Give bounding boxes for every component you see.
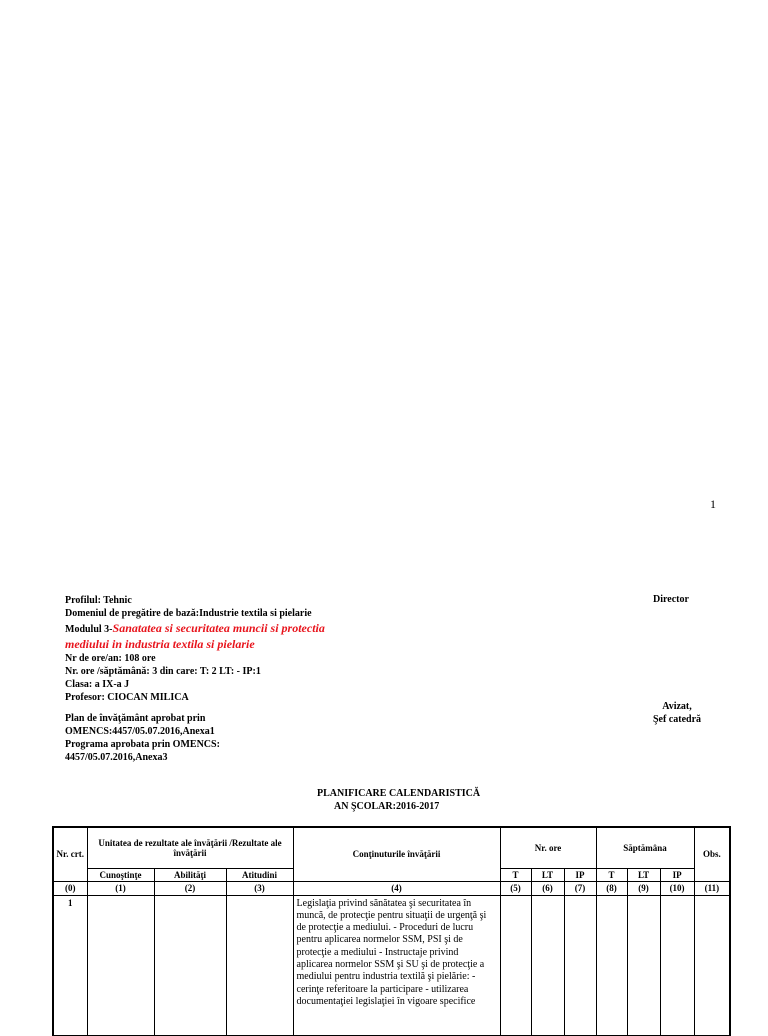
sapt-ip-cell xyxy=(660,895,694,1035)
index-cell: (4) xyxy=(293,881,500,895)
header-ore-t: T xyxy=(500,868,531,881)
header-obs: Obs. xyxy=(694,827,730,881)
header-sapt-t: T xyxy=(596,868,627,881)
abilitati-cell xyxy=(154,895,226,1035)
clasa-label: Clasa: a IX-a J xyxy=(65,679,130,690)
sapt-lt-cell xyxy=(627,895,660,1035)
header-unitatea: Unitatea de rezultate ale învăţării /Rezultate ale învăţării xyxy=(87,827,293,868)
index-cell: (10) xyxy=(660,881,694,895)
modul-label xyxy=(65,620,325,636)
header-abilitati: Abilităţi xyxy=(154,868,226,881)
modul-title-line1: Sanatatea si securitatea muncii si protectia xyxy=(112,621,325,635)
modul-prefix: Modulul 3- xyxy=(65,624,113,635)
index-cell: (7) xyxy=(564,881,596,895)
title-line1: PLANIFICARE CALENDARISTICĂ xyxy=(317,788,481,799)
row-number: 1 xyxy=(53,895,87,1035)
ore-ip-cell xyxy=(564,895,596,1035)
header-sapt-lt: LT xyxy=(627,868,660,881)
index-cell: (8) xyxy=(596,881,627,895)
header-continuturi: Conţinuturile învăţării xyxy=(293,827,500,881)
obs-cell xyxy=(694,895,730,1035)
header-saptamana: Săptămâna xyxy=(596,827,694,868)
index-cell: (1) xyxy=(87,881,154,895)
index-cell: (5) xyxy=(500,881,531,895)
programa-line2: 4457/05.07.2016,Anexa3 xyxy=(65,752,168,763)
header-atitudini: Atitudini xyxy=(226,868,293,881)
index-cell: (2) xyxy=(154,881,226,895)
planning-table xyxy=(52,826,731,1036)
profesor-label: Profesor: CIOCAN MILICA xyxy=(65,692,189,703)
index-row xyxy=(53,881,730,895)
header-ore-lt: LT xyxy=(531,868,564,881)
director-label: Director xyxy=(653,594,689,605)
document-header xyxy=(65,594,325,764)
title-line2: AN ŞCOLAR:2016-2017 xyxy=(334,801,440,812)
header-cunostinte: Cunoştinţe xyxy=(87,868,154,881)
page-number: 1 xyxy=(710,497,716,511)
modul-title-line2: mediului in industria textila si pielarie xyxy=(65,637,255,651)
domeniu-label: Domeniul de pregătire de bază:Industrie textila si pielarie xyxy=(65,608,312,619)
ore-t-cell xyxy=(500,895,531,1035)
plan-invatamant-line1: Plan de învăţământ aprobat prin xyxy=(65,713,206,724)
atitudini-cell xyxy=(226,895,293,1035)
avizat-block xyxy=(649,700,705,726)
header-ore-ip: IP xyxy=(564,868,596,881)
table-row xyxy=(53,895,730,1035)
index-cell: (11) xyxy=(694,881,730,895)
header-sapt-ip: IP xyxy=(660,868,694,881)
index-cell: (9) xyxy=(627,881,660,895)
sef-catedra-label: Şef catedră xyxy=(652,714,702,725)
header-nr-ore: Nr. ore xyxy=(500,827,596,868)
sapt-t-cell xyxy=(596,895,627,1035)
ore-lt-cell xyxy=(531,895,564,1035)
programa-line1: Programa aprobata prin OMENCS: xyxy=(65,739,220,750)
continut-cell: Legislaţia privind sănătatea şi securitatea în muncă, de protecţie pentru situaţii de urgenţă şi de protecţie a mediului. - Proceduri de lucru pentru aplicarea normelor SSM, PSI şi de protecţie a mediului - Instructaje privind aplicarea normelor SSM şi SU şi de protecţie a mediului pentru industria textilă şi pielărie: - cerinţe referitoare la participare - utilizarea documentaţiei legislaţiei în vigoare specifice xyxy=(293,895,500,1035)
nr-ore-an: Nr de ore/an: 108 ore xyxy=(65,653,156,664)
plan-invatamant-line2: OMENCS:4457/05.07.2016,Anexa1 xyxy=(65,726,215,737)
cunostinte-cell xyxy=(87,895,154,1035)
profil-label: Profilul: Tehnic xyxy=(65,595,132,606)
index-cell: (6) xyxy=(531,881,564,895)
index-cell: (3) xyxy=(226,881,293,895)
header-nr-crt: Nr. crt. xyxy=(53,827,87,881)
nr-ore-saptamana: Nr. ore /săptămână: 3 din care: T: 2 LT: - IP:1 xyxy=(65,666,261,677)
avizat-label: Avizat, xyxy=(662,701,692,712)
index-cell: (0) xyxy=(53,881,87,895)
